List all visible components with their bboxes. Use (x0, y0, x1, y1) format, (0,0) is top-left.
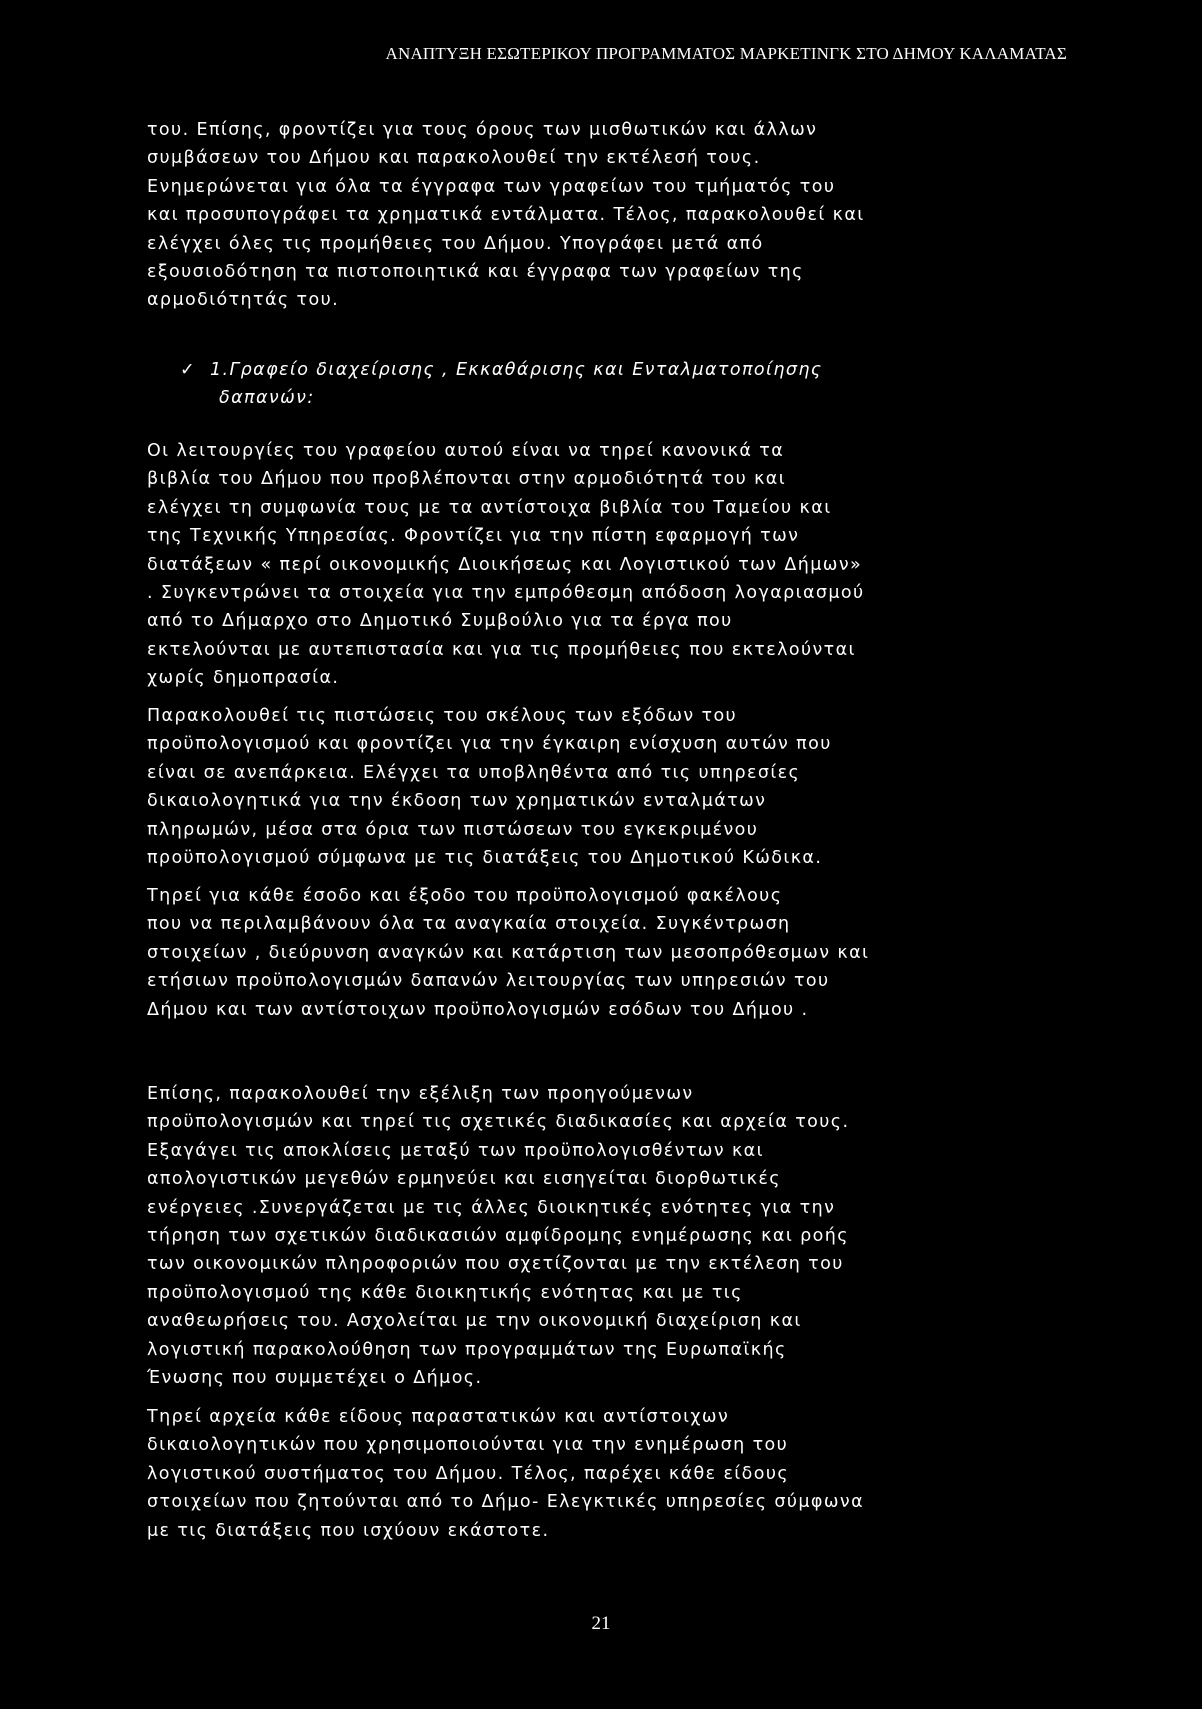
text-line: απολογιστικών μεγεθών ερμηνεύει και εισηγείται διορθωτικές (147, 1169, 781, 1190)
text-line: προϋπολογισμού και φροντίζει για την έγκαιρη ενίσχυση αυτών που (147, 734, 832, 755)
text-line: εκτελούνται με αυτεπιστασία και για τις προμήθειες που εκτελούνται (147, 639, 856, 660)
running-header: ΑΝΑΠΤΥΞΗ ΕΣΩΤΕΡΙΚΟΥ ΠΡΟΓΡΑΜΜΑΤΟΣ ΜΑΡΚΕΤΙΝΓΚ ΣΤΟ ΔΗΜΟΥ ΚΑΛΑΜΑΤΑΣ (385, 44, 1067, 63)
text-line: της Τεχνικής Υπηρεσίας. Φροντίζει για την πίστη εφαρμογή των (147, 526, 800, 547)
text-line: . Συγκεντρώνει τα στοιχεία για την εμπρόθεσμη απόδοση λογαριασμού (147, 582, 865, 603)
text-line: συμβάσεων του Δήμου και παρακολουθεί την εκτέλεσή τους. (147, 148, 761, 169)
paragraph-5 (147, 1080, 1047, 1392)
text-line: στοιχείων , διεύρυνση αναγκών και κατάρτιση των μεσοπρόθεσμων και (147, 942, 870, 963)
text-line: πληρωμών, μέσα στα όρια των πιστώσεων του εγκεκριμένου (147, 819, 759, 840)
text-line: ενέργειες .Συνεργάζεται με τις άλλες διοικητικές ενότητες για την (147, 1197, 836, 1218)
text-line: αναθεωρήσεις του. Ασχολείται με την οικονομική διαχείριση και (147, 1311, 802, 1332)
text-line: με τις διατάξεις που ισχύουν εκάστοτε. (147, 1520, 550, 1541)
text-line: τήρηση των σχετικών διαδικασιών αμφίδρομης ενημέρωσης και ροής (147, 1225, 849, 1246)
paragraph-1 (147, 116, 1047, 315)
text-line: δικαιολογητικών που χρησιμοποιούνται για την ενημέρωση του (147, 1435, 789, 1456)
text-line: προϋπολογισμών και τηρεί τις σχετικές διαδικασίες και αρχεία τους. (147, 1112, 850, 1133)
text-line: και προσυπογράφει τα χρηματικά εντάλματα. Τέλος, παρακολουθεί και (147, 205, 865, 226)
text-line: Οι λειτουργίες του γραφείου αυτού είναι να τηρεί κανονικά τα (147, 441, 785, 461)
checkmark-icon: ✓ (180, 360, 195, 380)
section-heading (180, 356, 822, 384)
section-heading-continuation: δαπανών: (219, 388, 315, 408)
section-heading-title: 1.Γραφείο διαχείρισης , Εκκαθάρισης και Ενταλματοποίησης (210, 360, 823, 380)
text-line: Ένωσης που συμμετέχει ο Δήμος. (147, 1367, 483, 1388)
text-line: είναι σε ανεπάρκεια. Ελέγχει τα υποβληθέντα από τις υπηρεσίες (147, 762, 801, 783)
text-line: Τηρεί αρχεία κάθε είδους παραστατικών και αντίστοιχων (147, 1407, 730, 1427)
text-line: διατάξεων « περί οικονομικής Διοικήσεως και Λογιστικού των Δήμων» (147, 554, 863, 575)
text-line: που να περιλαμβάνουν όλα τα αναγκαία στοιχεία. Συγκέντρωση (147, 914, 791, 935)
text-line: ελέγχει όλες τις προμήθειες του Δήμου. Υπογράφει μετά από (147, 233, 764, 254)
text-line: των οικονομικών πληροφοριών που σχετίζονται με την εκτέλεση του (147, 1254, 844, 1275)
text-line: προϋπολογισμού σύμφωνα με τις διατάξεις του Δημοτικού Κώδικα. (147, 847, 823, 868)
paragraph-6 (147, 1403, 1047, 1545)
text-line: λογιστικού συστήματος του Δήμου. Τέλος, παρέχει κάθε είδους (147, 1463, 790, 1484)
text-line: Τηρεί για κάθε έσοδο και έξοδο του προϋπολογισμού φακέλους (147, 886, 783, 906)
text-line: λογιστική παρακολούθηση των προγραμμάτων της Ευρωπαϊκής (147, 1339, 787, 1360)
text-line: βιβλία του Δήμου που προβλέπονται στην αρμοδιότητά του και (147, 469, 787, 490)
page-number: 21 (591, 1613, 611, 1634)
text-line: ετήσιων προϋπολογισμών δαπανών λειτουργίας των υπηρεσιών του (147, 971, 830, 992)
text-line: Επίσης, παρακολουθεί την εξέλιξη των προηγούμενων (147, 1084, 694, 1104)
paragraph-2 (147, 437, 1047, 693)
text-line: Εξαγάγει τις αποκλίσεις μεταξύ των προϋπολογισθέντων και (147, 1140, 764, 1161)
text-line: Παρακολουθεί τις πιστώσεις του σκέλους των εξόδων του (147, 706, 738, 726)
text-line: αρμοδιότητάς του. (147, 290, 340, 311)
paragraph-3 (147, 702, 1047, 872)
text-line: εξουσιοδότηση τα πιστοποιητικά και έγγραφα των γραφείων της (147, 261, 804, 282)
text-line: στοιχείων που ζητούνται από το Δήμο- Ελεγκτικές υπηρεσίες σύμφωνα (147, 1492, 865, 1513)
text-line: Ενημερώνεται για όλα τα έγγραφα των γραφείων του τμήματός του (147, 176, 836, 197)
text-line: προϋπολογισμού της κάθε διοικητικής ενότητας και με τις (147, 1282, 743, 1303)
text-line: ελέγχει τη συμφωνία τους με τα αντίστοιχα βιβλία του Ταμείου και (147, 497, 832, 518)
text-line: χωρίς δημοπρασία. (147, 668, 340, 689)
text-line: Δήμου και των αντίστοιχων προϋπολογισμών εσόδων του Δήμου . (147, 999, 809, 1020)
text-line: από το Δήμαρχο στο Δημοτικό Συμβούλιο για τα έργα που (147, 611, 733, 632)
text-line: του. Επίσης, φροντίζει για τους όρους των μισθωτικών και άλλων (147, 120, 818, 140)
paragraph-4 (147, 882, 1047, 1024)
text-line: δικαιολογητικά για την έκδοση των χρηματικών ενταλμάτων (147, 791, 767, 812)
